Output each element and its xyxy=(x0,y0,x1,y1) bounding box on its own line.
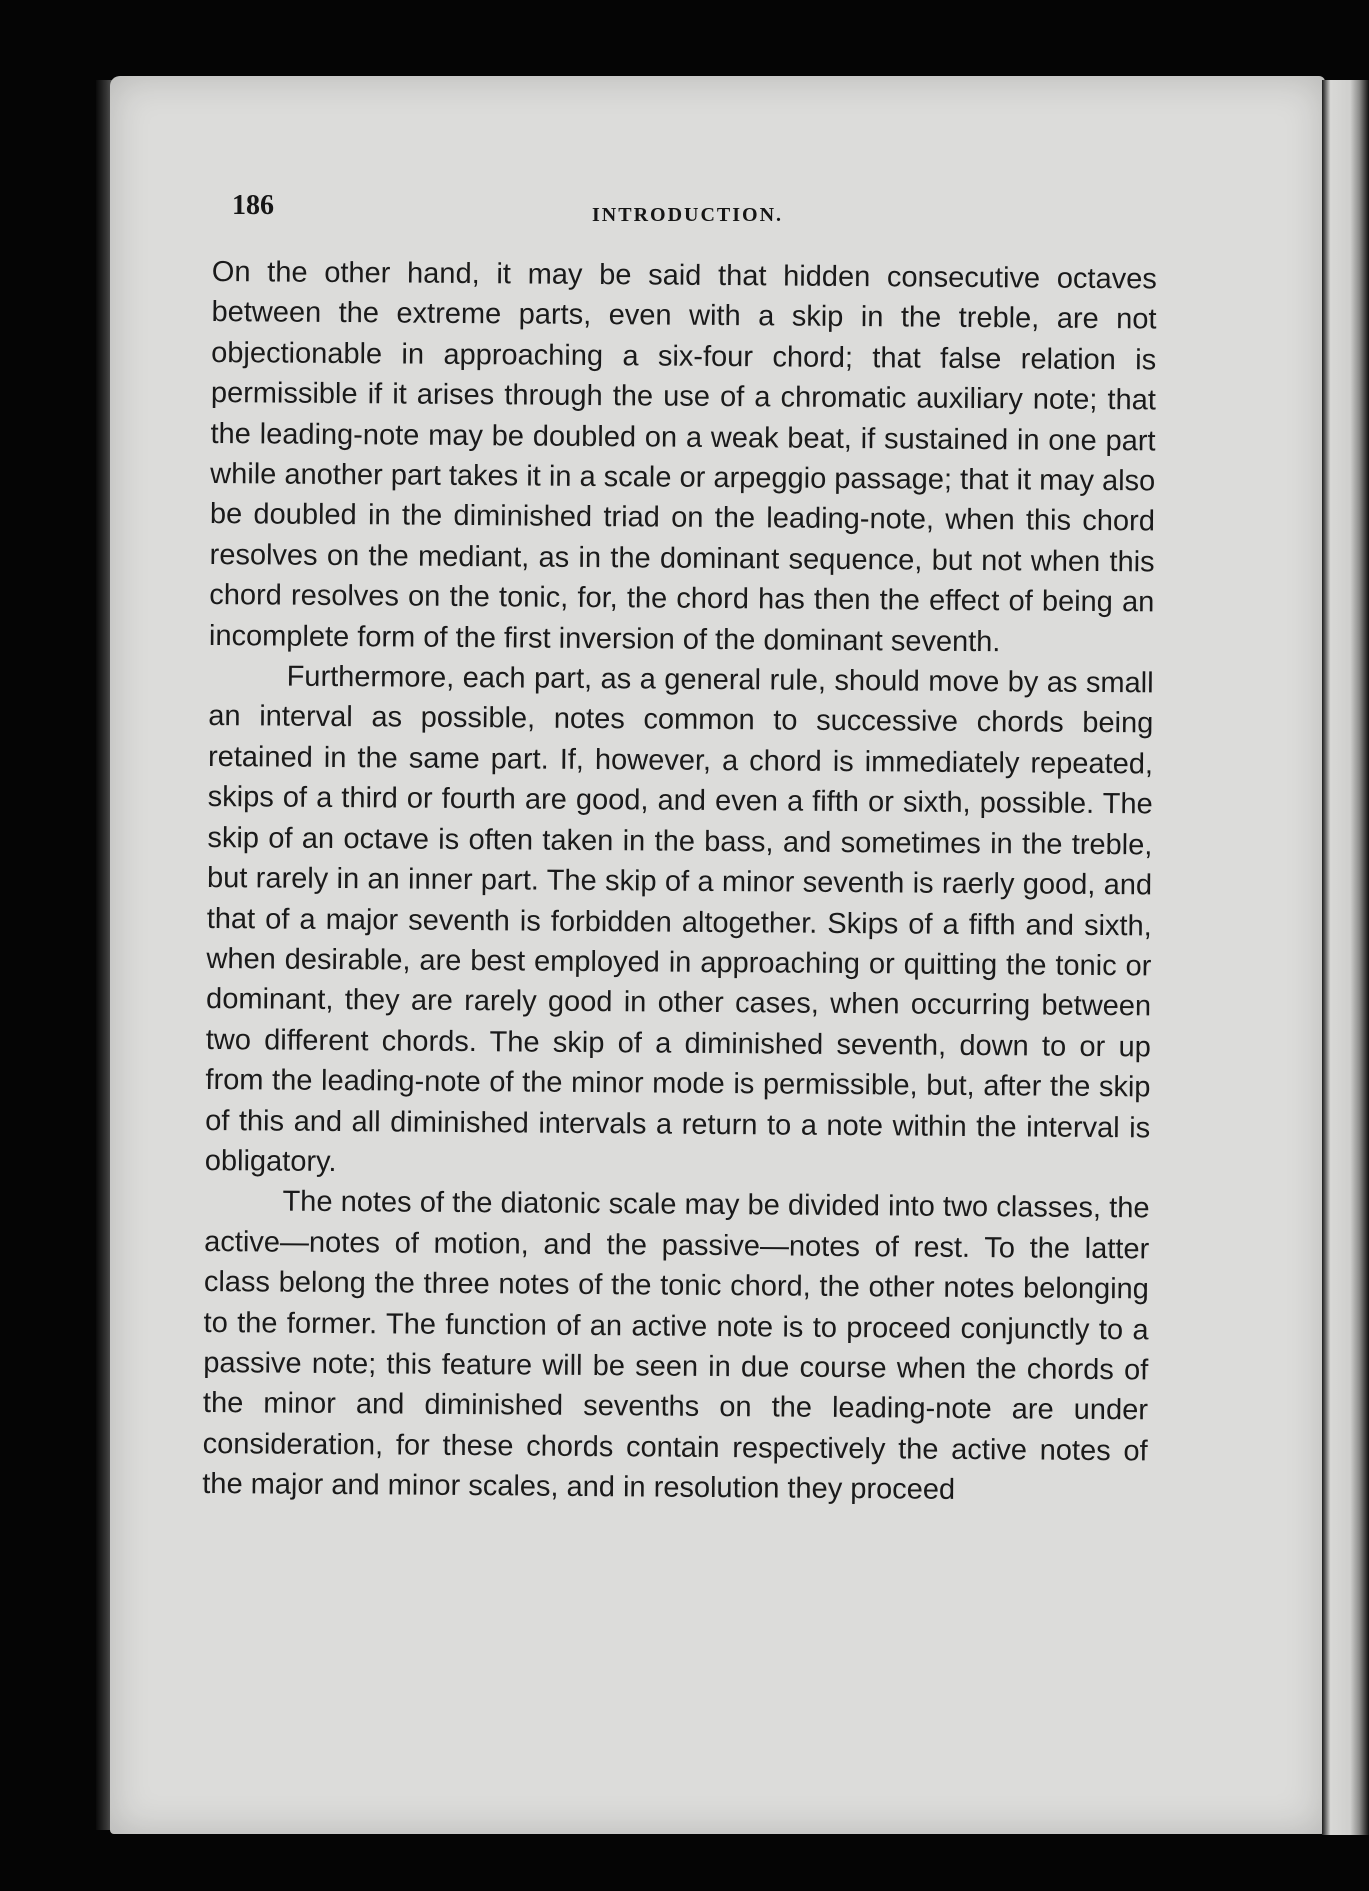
page-number: 186 xyxy=(232,190,274,221)
running-head xyxy=(232,190,1152,230)
paragraph-active-passive-notes: The notes of the diatonic scale may be divided into two classes, the active—notes of motion, and the passive—notes of rest. To the latter class belong the three notes of the tonic chord, the other notes belonging to the former. The function of an active note is to proceed conjunctly to a passive note; this feature will be seen in due course when the chords of the minor and diminished sevenths on the leading-note are under consideration, for these chords contain respectively the active notes of the major and minor scales, and in resolution they proceed xyxy=(202,1185,1150,1507)
paragraph-hidden-octaves: On the other hand, it may be said that hidden consecutive octaves between the extreme parts, even with a skip in the treble, are not objectionable in approaching a six-four chord; that false relation is permissible if it arises through the use of a chromatic auxiliary note; that the leading-note may be doubled on a weak beat, if sustained in one part while another part takes it in a scale or arpeggio passage; that it may also be doubled in the diminished triad on the leading-note, when this chord resolves on the mediant, as in the dominant sequence, but not when this chord resolves on the tonic, for, the chord has then the effect of being an incomplete form of the first inversion of the dominant seventh. xyxy=(208,255,1157,658)
next-page-edge xyxy=(1322,80,1369,1835)
body-text xyxy=(202,252,1157,1512)
running-title: INTRODUCTION. xyxy=(592,204,784,226)
paragraph-part-motion: Furthermore, each part, as a general rule, should move by as small an interval as possible, notes common to successive chords being retained in the same part. If, however, a chord is immediately repeated, skips of a third or fourth are good, and even a fifth or sixth, possible. The skip of an octave is often taken in the bass, and sometimes in the treble, but rarely in an inner part. The skip of a minor seventh is raerly good, and that of a major seventh is forbidden altogether. Skips of a fifth and sixth, when desirable, are best employed in approaching or quitting the tonic or dominant, they are rarely good in other cases, when occurring between two different chords. The skip of a diminished seventh, down to or up from the leading-note of the minor mode is permissible, but, after the skip of this and all diminished intervals a return to a note within the interval is obligatory. xyxy=(204,660,1154,1178)
